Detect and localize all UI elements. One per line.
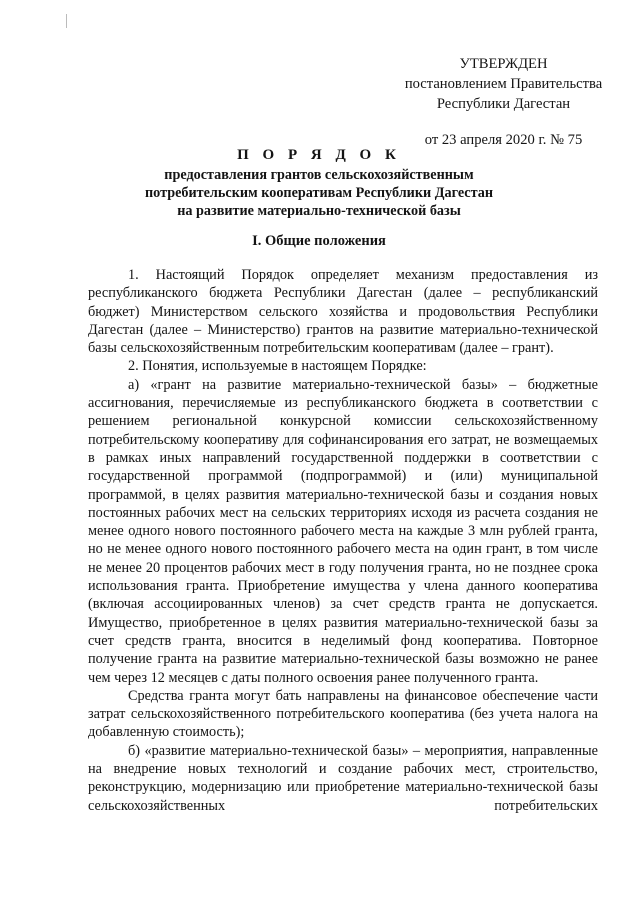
paragraph-1: 1. Настоящий Порядок определяет механизм предоставления из республиканского бюджета Республики Дагестан (далее – республиканский бюджет) Министерством сельского хозяйства и продовольствия Республики Дагестан (далее – Министерство) грантов на развитие материально-технической базы сельскохозяйственным потребительским кооперативам (далее – грант). — [88, 267, 598, 357]
approval-date: от 23 апреля 2020 г. № 75 — [424, 132, 583, 148]
document-heading: П О Р Я Д О К — [237, 147, 401, 163]
approval-line: постановлением Правительства — [404, 76, 603, 92]
title-line: потребительским кооперативам Республики Дагестан — [144, 185, 494, 201]
scan-mark — [66, 14, 67, 28]
paragraph-b: б) «развитие материально-технической базы» – мероприятия, направленные на внедрение новых технологий и создание рабочих мест, строительство, реконструкцию, модернизацию или приобретение материально-технической базы сельскохозяйственных потребительских — [88, 742, 598, 814]
paragraph-a: а) «грант на развитие материально-технической базы» – бюджетные ассигнования, перечисляемые из республиканского бюджета в соответствии с решением региональной конкурсной комиссии сельскохозяйственному потребительскому кооперативу для софинансирования его затрат, не возмещаемых в рамках иных направлений государственной поддержки в соответствии с государственной программой (подпрограммой) и (или) муниципальной программой, в целях развития материально-технической базы и создания новых постоянных рабочих мест на сельских территориях исходя из расчета создания не менее одного нового постоянного рабочего места на каждые 3 млн рублей гранта, но не менее одного нового постоянного рабочего места на один грант, в том числе не менее 20 процентов рабочих мест в году получения гранта, но не позднее срока использования гранта. Приобретение имущества у члена данного кооператива (включая ассоциированных членов) за счет средств гранта не допускается. Имущество, приобретенное в целях развития материально-технической базы за счет средств гранта, вносится в неделимый фонд кооператива. Повторное получение гранта на развитие материально-технической базы возможно не ранее чем через 12 месяцев с даты полного освоения ранее полученного гранта. — [88, 376, 598, 686]
approval-stamp — [396, 54, 611, 150]
title-line: на развитие материально-технической базы — [177, 203, 461, 219]
title-line: предоставления грантов сельскохозяйственным — [164, 167, 474, 183]
document-title — [88, 146, 550, 220]
approval-line: Республики Дагестан — [436, 96, 571, 112]
approval-title: УТВЕРЖДЕН — [459, 56, 548, 72]
paragraph-funds: Средства гранта могут бать направлены на финансовое обеспечение части затрат сельскохозяйственного потребительского кооператива (без учета налога на добавленную стоимость); — [88, 687, 598, 741]
document-body — [88, 266, 598, 815]
paragraph-2: 2. Понятия, используемые в настоящем Порядке: — [128, 358, 427, 375]
section-title: I. Общие положения — [252, 233, 386, 249]
